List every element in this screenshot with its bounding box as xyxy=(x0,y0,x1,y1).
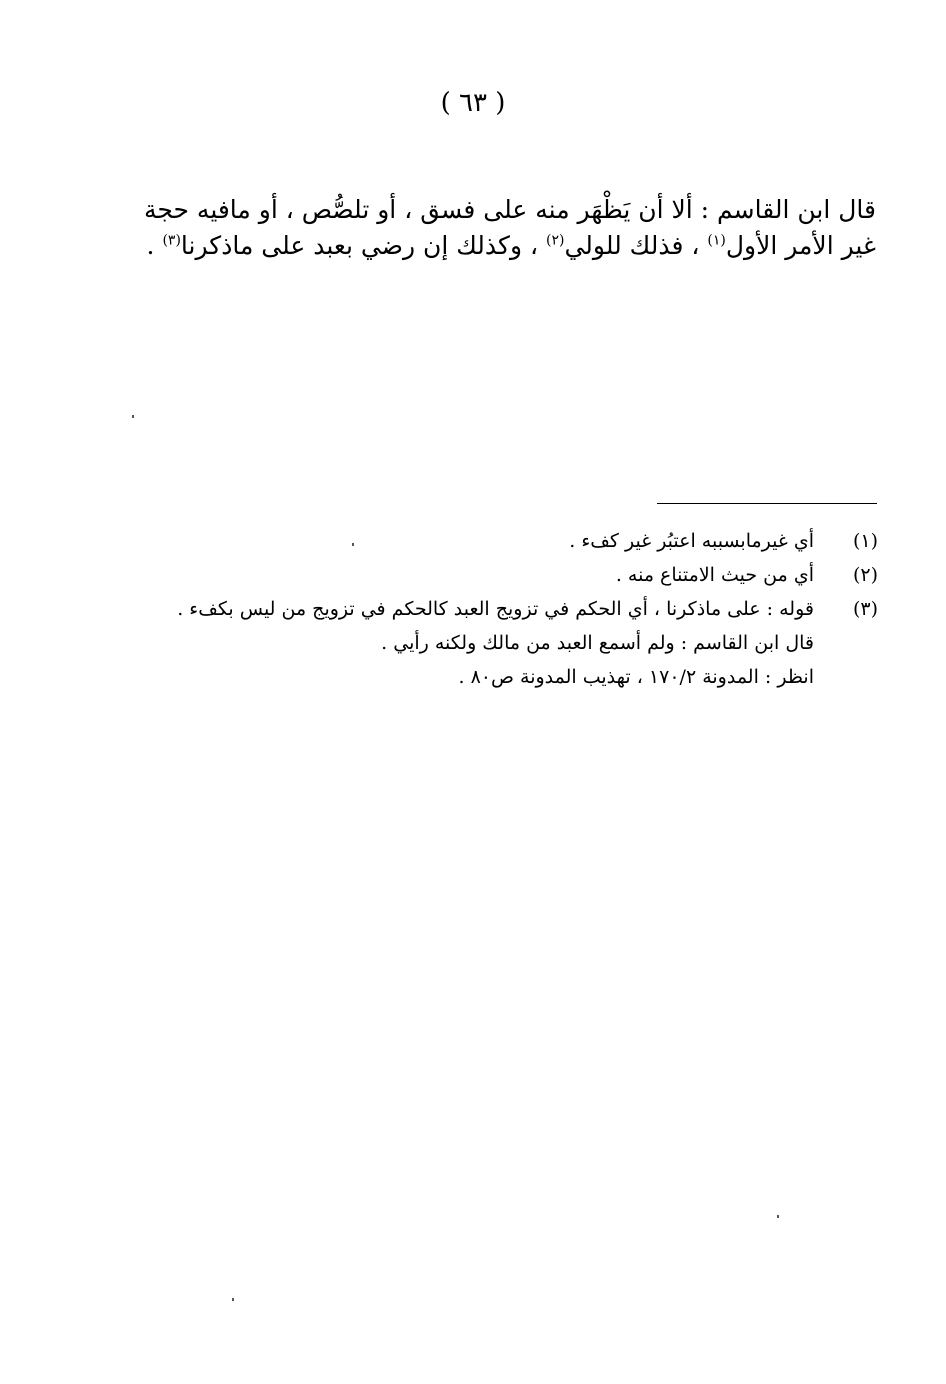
main-line-1-text: قال ابن القاسم : ألا أن يَظْهَر منه على فسق ، أو تلصُّص ، أو مافيه حجة xyxy=(143,195,876,224)
main-line-2-part-a: غير الأمر الأول xyxy=(725,231,876,260)
footnote-number: (٢) xyxy=(852,564,878,586)
footnotes xyxy=(150,530,878,700)
scan-speck xyxy=(232,1298,234,1301)
footnote-ref-1: (١) xyxy=(707,232,726,249)
main-line-1 xyxy=(96,192,876,228)
main-line-2-part-c: ، وكذلك إن رضي بعبد على ماذكرنا xyxy=(180,231,546,260)
footnote-number: (٣) xyxy=(852,598,878,620)
main-line-2-part-b: ، فذلك للولي xyxy=(564,231,708,260)
footnote-number: (١) xyxy=(852,530,878,552)
page-number: ( ٦٣ ) xyxy=(440,88,506,118)
main-line-2 xyxy=(96,228,876,264)
scan-speck xyxy=(132,415,134,418)
footnote-ref-2: (٢) xyxy=(545,232,565,249)
main-paragraph xyxy=(96,192,876,264)
footnote-text: انظر : المدونة ١٧٠/٢ ، تهذيب المدونة ص٨٠ . xyxy=(458,666,814,688)
scan-speck xyxy=(352,543,354,546)
footnote-2 xyxy=(150,564,878,598)
footnote-divider xyxy=(657,503,877,504)
footnote-1 xyxy=(150,530,878,564)
footnote-text: أي غيرمابسببه اعتبُر غير كفء . xyxy=(569,530,814,552)
scan-speck xyxy=(777,1215,779,1218)
footnote-text: قوله : على ماذكرنا ، أي الحكم في تزويج العبد كالحكم في تزويج من ليس بكفء . xyxy=(177,598,814,620)
footnote-text: قال ابن القاسم : ولم أسمع العبد من مالك ولكنه رأيي . xyxy=(381,632,814,654)
footnote-3-continuation-2 xyxy=(150,666,878,700)
footnote-ref-3: (٣) xyxy=(162,232,181,249)
footnote-3 xyxy=(150,598,878,632)
footnote-3-continuation-1 xyxy=(150,632,878,666)
footnote-text: أي من حيث الامتناع منه . xyxy=(615,564,814,586)
main-line-2-part-d: . xyxy=(146,231,163,260)
